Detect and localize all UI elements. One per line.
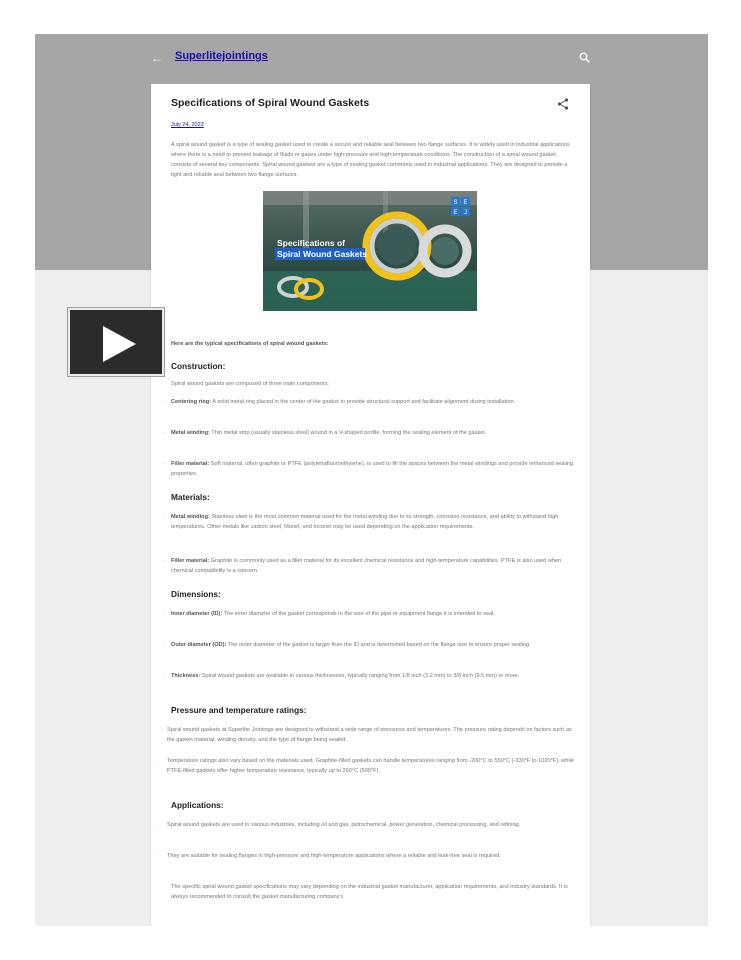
logo-letter: J [464,210,467,216]
list-item [167,671,575,681]
logo-letter: E [463,200,468,206]
blog-page [35,34,708,926]
construction-lead: Spiral wound gaskets are composed of three main components: [171,381,329,387]
list-item-term: Filler material: [171,461,210,467]
search-icon[interactable] [578,51,592,65]
logo-letter: S [453,200,458,206]
list-item [167,428,575,438]
post-date-link[interactable]: July 24, 2023 [171,122,204,128]
post-image [263,191,477,311]
list-item-term: Centering ring: [171,399,212,405]
play-icon [103,326,136,362]
image-caption-line2: Spiral Wound Gaskets [277,249,368,259]
list-item [167,512,575,532]
logo-letter: E [453,210,458,216]
list-item-term: Thickness: [171,673,201,679]
list-item [167,609,575,619]
hero-illustration [263,191,477,311]
closing-paragraph: The specific spiral wound gasket specifications may vary depending on the industrial gasket manufacturer, application requirements, and industry standards. It is always recommended to consult the gasket manufacturing company's [171,884,568,900]
image-caption-line1: Specifications of [277,238,346,248]
list-item-term: Outer diameter (OD): [171,642,227,648]
list-item: · Spiral wound gaskets are used in various industries, including oil and gas, petrochemical, power generation, chemical processing, and refining. [163,820,575,830]
list-item: · Spiral wound gaskets at Superlite Jointings are designed to withstand a wide range of pressures and temperatures. The pressure rating depends on factors such as the gasket material, winding density, and the type of flange being sealed. [163,725,575,745]
list-item-text: The outer diameter of the gasket is larger than the ID and is determined based on the flange size to ensure proper sealing. [226,642,531,648]
heading-materials: Materials: [171,492,210,502]
video-play-button[interactable] [68,308,164,376]
list-item-term: Inner diameter (ID): [171,611,223,617]
post-title: Specifications of Spiral Wound Gaskets [171,97,370,109]
heading-ratings: Pressure and temperature ratings: [171,705,307,715]
list-item [167,640,575,650]
share-icon[interactable] [556,97,570,111]
list-item-text: Thin metal strip (usually stainless steel) wound in a V-shaped profile, forming the sealing element of the gasket. [209,430,487,436]
list-item-text: Graphite is commonly used as a filler material for its excellent chemical resistance and high-temperature capabilities. PTFE is also used when chemical compatibility is a concern. [171,558,562,574]
heading-dimensions: Dimensions: [171,589,221,599]
heading-applications: Applications: [171,800,224,810]
blog-title-link[interactable]: Superlitejointings [175,50,268,62]
list-item-term: Metal winding: [171,430,210,436]
list-item-text: Soft material, often graphite or PTFE (polytetrafluoroethylene), is used to fill the spaces between the metal windings and provide enhanced sealing properties. [171,461,574,477]
intro-paragraph: A spiral wound gasket is a type of sealing gasket used to create a secure and reliable seal between two flange surfaces. It is widely used in industrial applications where there is a need to prevent leakage of fluids or gases under high-pressure and high-temperature conditions. The construction of a spiral wound gasket consists of several key components. Spiral wound gaskets are a type of sealing gasket commonly used in industrial applications. They are designed to provide a tight and reliable seal between two flange surfaces. [171,142,570,178]
list-item-text: Stainless steel is the most common material used for the metal winding due to its strength, corrosion resistance, and ability to withstand high temperatures. Other metals like carbon steel, Monel, and Inconel may be used depending on the application requirements. [171,514,559,530]
list-item-term: Metal winding: [171,514,210,520]
list-item-text: Spiral wound gaskets are available in various thicknesses, typically ranging from 1/8 inch (3.2 mm) to 3/8 inch (9.5 mm) or more. [200,673,520,679]
arrow-left-icon[interactable]: ← [151,51,163,65]
typical-specs-intro: Here are the typical specifications of spiral wound gaskets: [171,341,329,347]
list-item-term: Filler material: [171,558,210,564]
list-item [167,556,575,576]
post-card [151,84,590,926]
list-item: · Temperature ratings also vary based on the materials used. Graphite-filled gaskets can handle temperatures ranging from -200°C to 550°C (-330°F to 1020°F), while PTFE-filled gaskets offer higher temperature resistance, typically up to 260°C (500°F). [163,756,575,776]
list-item-text: A solid metal ring placed in the center of the gasket to provide structural support and facilitate alignment during installation. [211,399,516,405]
heading-construction: Construction: [171,361,226,371]
list-item [167,459,575,479]
list-item-text: The inner diameter of the gasket corresponds to the size of the pipe or equipment flange it is intended to seal. [222,611,495,617]
list-item [167,397,575,407]
list-item: · They are suitable for sealing flanges in high-pressure and high-temperature applications where a reliable and leak-free seal is required. [163,851,575,861]
